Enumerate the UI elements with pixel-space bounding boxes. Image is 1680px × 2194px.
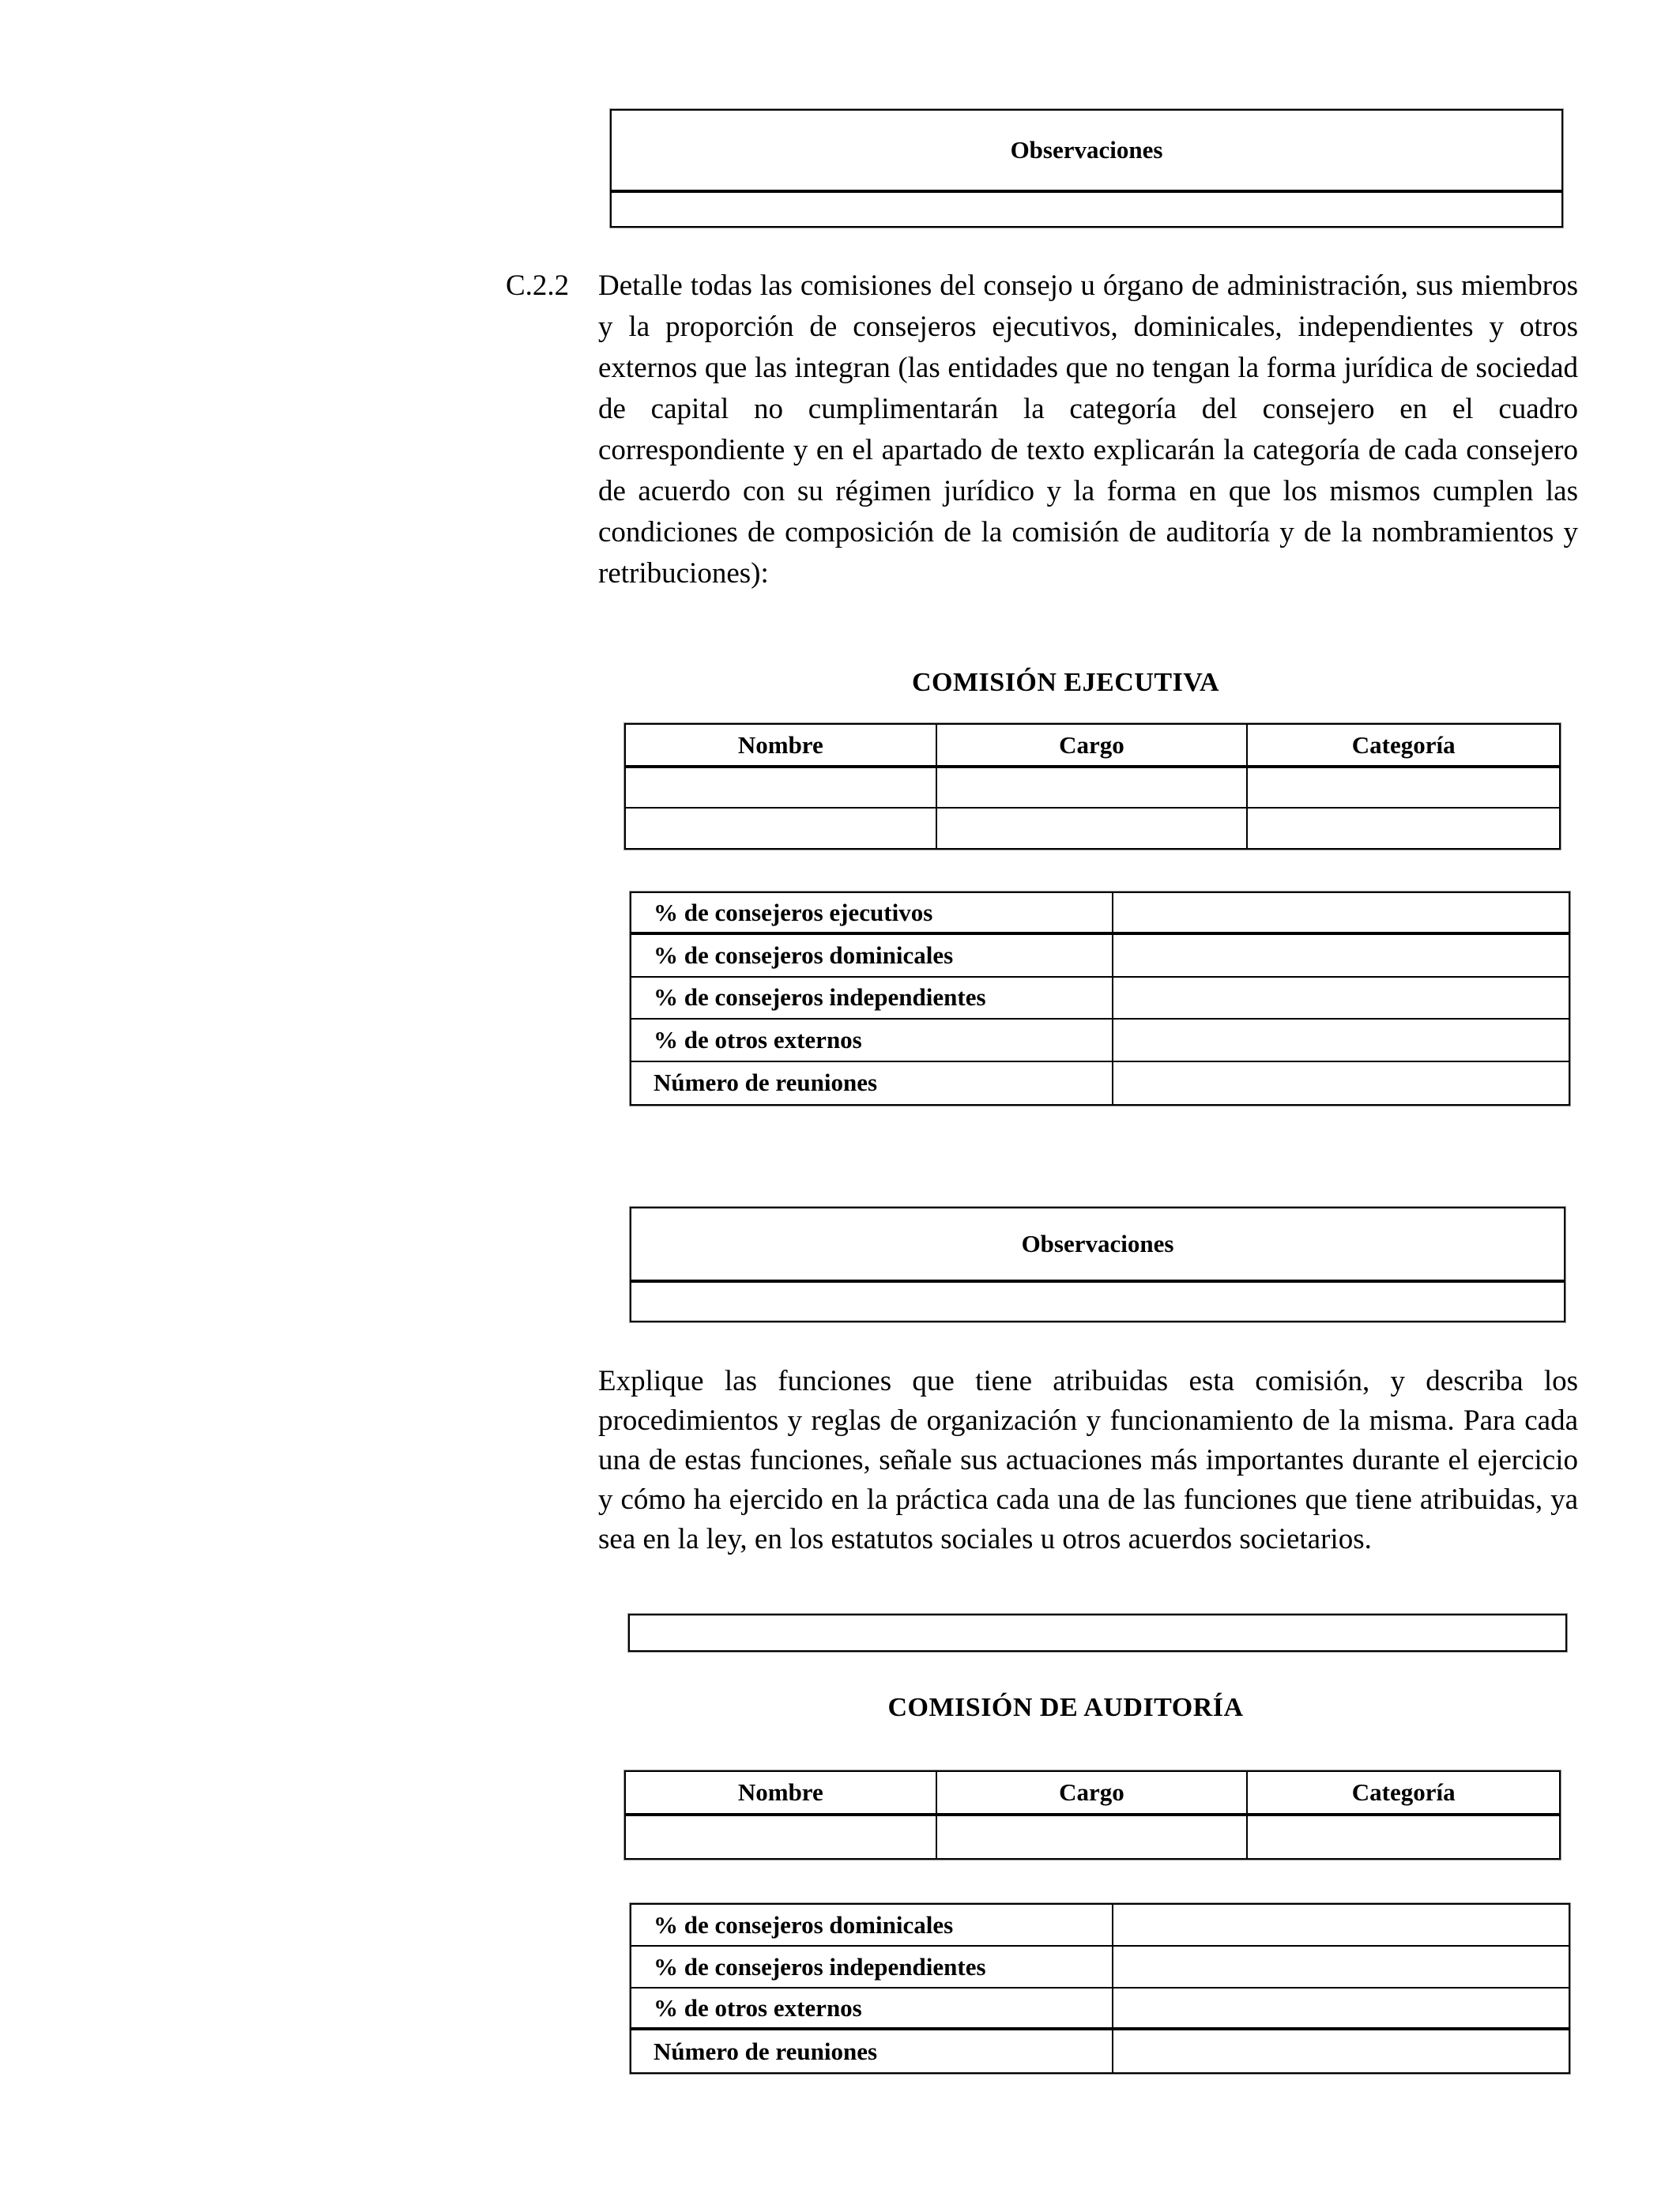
member-cell: [626, 1816, 937, 1858]
column-header-categoria: Categoría: [1248, 1772, 1559, 1816]
stat-value-cell: [1113, 1947, 1569, 1989]
member-cell: [1248, 809, 1559, 848]
stat-value-cell: [1113, 1020, 1569, 1061]
section-number: C.2.2: [506, 270, 570, 302]
funciones-paragraph: Explique las funciones que tiene atribuidas esta comisión, y describa los procedimientos y reglas de organización y funcionamiento de la misma. Para cada una de estas funciones, señale sus actuaciones más importantes durante el ejercicio y cómo ha ejercido en la práctica cada una de las funciones que tiene atribuidas, ya sea en la ley, en los estatutos sociales u otros acuerdos societarios.: [598, 1365, 1578, 1555]
stat-value-cell: [1113, 978, 1569, 1020]
stat-value-cell: [1113, 1989, 1569, 2030]
column-header-nombre: Nombre: [626, 725, 937, 768]
observaciones-value-cell: [612, 193, 1561, 226]
member-cell: [937, 809, 1249, 848]
stat-value-cell: [1113, 2030, 1569, 2072]
observaciones-value-cell: [631, 1283, 1564, 1321]
column-header-categoria: Categoría: [1248, 725, 1559, 768]
column-header-cargo: Cargo: [937, 725, 1249, 768]
comision-ejecutiva-members-table: [624, 723, 1561, 850]
observaciones-header: Observaciones: [612, 111, 1561, 193]
stat-label-reuniones: Número de reuniones: [631, 1062, 1113, 1104]
comision-ejecutiva-title: COMISIÓN EJECUTIVA: [911, 668, 1220, 697]
stat-label-independientes: % de consejeros independientes: [631, 978, 1113, 1020]
section-c22: [506, 266, 1578, 594]
stat-label-reuniones: Número de reuniones: [631, 2030, 1113, 2072]
section-text: Detalle todas las comisiones del consejo u órgano de administración, sus miembros y la proporción de consejeros ejecutivos, dominicales, independientes y otros externos que las integran (las entidades que no tengan la forma jurídica de sociedad de capital no cumplimentarán la categoría del consejero en el cuadro correspondiente y en el apartado de texto explicarán la categoría de cada consejero de acuerdo con su régimen jurídico y la forma en que los mismos cumplen las condiciones de composición de la comisión de auditoría y de la nombramientos y retribuciones):: [598, 270, 1578, 590]
comision-auditoria-members-table: [624, 1770, 1561, 1860]
comision-auditoria-stats-table: [630, 1903, 1570, 2074]
stat-value-cell: [1113, 1062, 1569, 1104]
stat-label-dominicales: % de consejeros dominicales: [631, 1905, 1113, 1947]
stat-label-ejecutivos: % de consejeros ejecutivos: [631, 893, 1113, 935]
comision-auditoria-title: COMISIÓN DE AUDITORÍA: [887, 1693, 1244, 1722]
member-cell: [626, 768, 937, 809]
member-cell: [626, 809, 937, 848]
observaciones-table-ejecutiva: [630, 1207, 1565, 1322]
member-cell: [1248, 1816, 1559, 1858]
member-cell: [1248, 768, 1559, 809]
member-cell: [937, 1816, 1249, 1858]
stat-value-cell: [1113, 1905, 1569, 1947]
stat-label-independientes: % de consejeros independientes: [631, 1947, 1113, 1989]
stat-value-cell: [1113, 935, 1569, 977]
observaciones-header: Observaciones: [631, 1208, 1564, 1283]
funciones-input-box: [628, 1614, 1567, 1652]
member-cell: [937, 768, 1249, 809]
stat-label-otros-externos: % de otros externos: [631, 1020, 1113, 1061]
observaciones-table-top: [610, 109, 1563, 228]
stat-label-dominicales: % de consejeros dominicales: [631, 935, 1113, 977]
column-header-nombre: Nombre: [626, 1772, 937, 1816]
stat-label-otros-externos: % de otros externos: [631, 1989, 1113, 2030]
stat-value-cell: [1113, 893, 1569, 935]
column-header-cargo: Cargo: [937, 1772, 1249, 1816]
comision-ejecutiva-stats-table: [630, 892, 1570, 1106]
